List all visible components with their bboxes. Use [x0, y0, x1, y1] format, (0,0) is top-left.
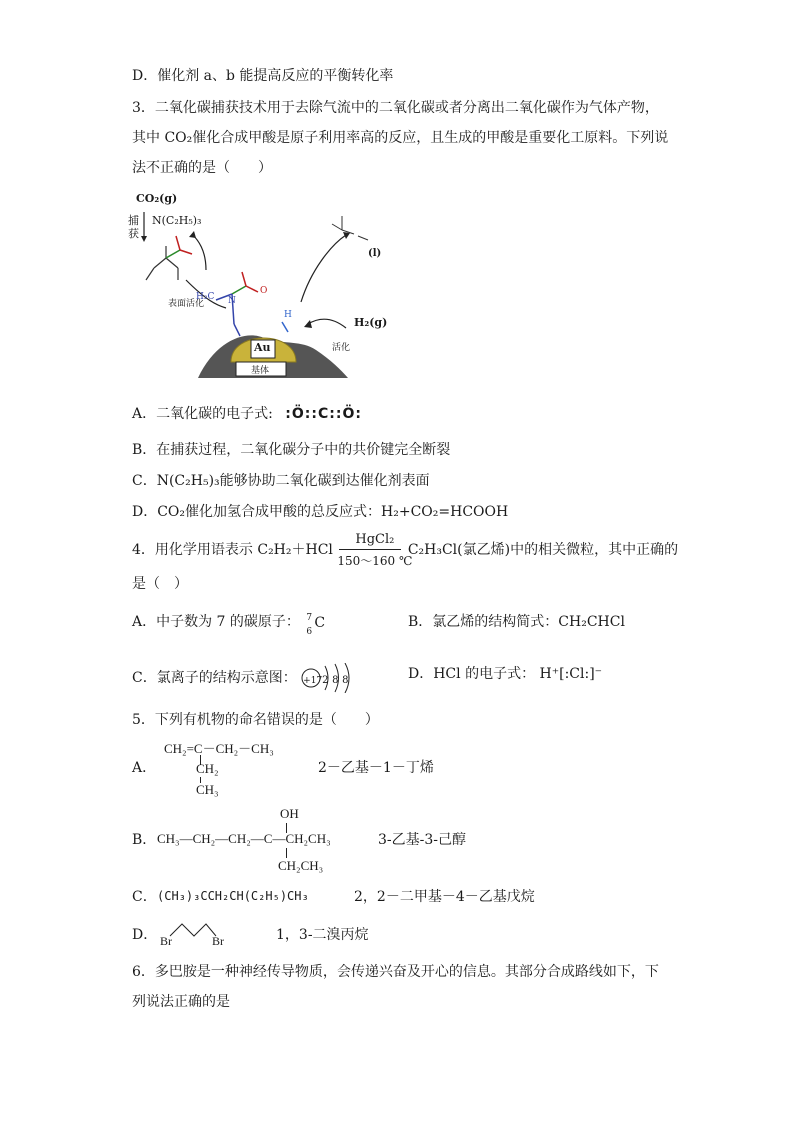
nuclide-symbol: [304, 612, 326, 637]
o-label: O: [260, 286, 268, 296]
c-o-bond: [176, 236, 180, 250]
c-o-bond: [242, 272, 246, 286]
linker-bond: [234, 324, 240, 336]
q4-stem-suffix: C₂H₃Cl(氯乙烯)中的相关微粒，其中正确的: [407, 542, 679, 558]
q6-stem-line2: 列说法正确的是: [132, 994, 230, 1010]
q3-option-b: B．在捕获过程，二氧化碳分子中的共价键完全断裂: [132, 442, 451, 458]
q5-b-name: 3-乙基-3-己醇: [378, 832, 467, 848]
q5-b-top: OH: [280, 806, 299, 821]
q5-d-br1: Br: [160, 934, 172, 948]
liquid-label: (l): [368, 248, 382, 259]
q5-d-name: 1，3-二溴丙烷: [276, 927, 369, 943]
q5-c-name: 2，2－二甲基－4－乙基戊烷: [354, 889, 535, 905]
amine-label: N(C₂H₅)₃: [152, 214, 202, 227]
activation-label: 活化: [332, 343, 351, 353]
nucleus-charge: +17: [303, 676, 323, 686]
q5-b-main: CH₃—CH₂—CH₂—C—CH₂CH₃: [157, 831, 331, 846]
q3-option-a-label: A．二氧化碳的电子式:: [132, 406, 273, 422]
q4-option-d: [408, 664, 602, 684]
h2c-label: H₂C: [196, 292, 215, 302]
capture-arrow-head: [141, 236, 147, 242]
nuclide-mass-number: 7: [306, 613, 313, 623]
q5-stem: 5．下列有机物的命名错误的是（ ）: [132, 712, 379, 728]
q3-option-a: [132, 404, 362, 424]
h2-activation-arrow-head: [304, 320, 312, 328]
capture-label: 捕获: [128, 214, 139, 240]
n-c-bond: [166, 250, 180, 258]
q6-stem-line1: 6．多巴胺是一种神经传导物质，会传递兴奋及开心的信息。其部分合成路线如下，下: [132, 964, 659, 980]
substrate-label: 基体: [251, 366, 270, 376]
q4-stem-line1: [132, 532, 679, 568]
q4-stem-line2: 是（ ）: [132, 576, 188, 592]
au-label: Au: [254, 341, 271, 354]
product-arrow: [301, 235, 346, 302]
q5-a-row2: CH₂: [196, 761, 219, 776]
return-arrow-head: [189, 231, 196, 238]
q4-option-a: [132, 612, 326, 637]
reaction-condition: 150～160 ℃: [337, 554, 413, 568]
q4-option-d-label: D．HCl 的电子式：: [408, 666, 536, 682]
catalysis-diagram: [128, 190, 388, 380]
h-label: H: [284, 310, 292, 320]
co2-electron-formula: :Ö::C::Ö:: [285, 406, 362, 422]
shell-electrons-3: 8: [342, 675, 349, 686]
reaction-arrow-group: [337, 532, 413, 568]
q5-b-bond-bottom: [286, 848, 287, 858]
q4-option-b: B．氯乙烯的结构简式：CH₂CHCl: [408, 614, 625, 630]
c-o-bond: [180, 250, 192, 254]
shell-electrons-2: 8: [332, 675, 339, 686]
n-c-bond: [232, 286, 246, 294]
q5-c-label: C．: [132, 889, 157, 905]
h2-label: H₂(g): [354, 316, 388, 329]
reaction-catalyst: HgCl₂: [355, 532, 395, 547]
q3-option-d: D．CO₂催化加氢合成甲酸的总反应式：H₂+CO₂=HCOOH: [132, 504, 509, 520]
q4-option-a-label: A．中子数为 7 的碳原子：: [132, 614, 300, 630]
q5-b-label: B．: [132, 832, 157, 848]
amine-bond: [166, 258, 178, 268]
q2-option-d: D．催化剂 a、b 能提高反应的平衡转化率: [132, 68, 394, 84]
product-arrow-head: [343, 232, 350, 239]
n-label: N: [228, 296, 236, 306]
chloride-ion-diagram: [301, 663, 361, 693]
shell-electrons-1: 2: [322, 675, 329, 686]
q5-c-formula: (CH₃)₃CCH₂CH(C₂H₅)CH₃: [157, 889, 309, 903]
q4-stem-prefix: 4．用化学用语表示 C₂H₂＋HCl: [132, 542, 333, 558]
q3-stem-line3: 法不正确的是（ ）: [132, 160, 272, 176]
q5-d-br2: Br: [212, 934, 224, 948]
q5-b-bottom: CH₂CH₃: [278, 858, 324, 873]
hcooh-bond: [332, 224, 342, 230]
q5-a-row3: CH₃: [196, 782, 219, 797]
q4-option-c-label: C．氯离子的结构示意图：: [132, 670, 297, 686]
q5-a-label: A．: [132, 760, 157, 776]
q5-d-label: D．: [132, 927, 158, 943]
co2-label: CO₂(g): [136, 192, 178, 205]
q3-stem-line1: 3．二氧化碳捕获技术用于去除气流中的二氧化碳或者分离出二氧化碳作为气体产物，: [132, 100, 659, 116]
q3-option-c: C．N(C₂H₅)₃能够协助二氧化碳到达催化剂表面: [132, 473, 430, 489]
hcl-electron-formula: H⁺[:Cl:]⁻: [539, 666, 603, 682]
nuclide-element: C: [314, 615, 326, 631]
h-bond: [282, 322, 288, 332]
h2-activation-arrow: [308, 319, 346, 328]
amine-bond: [154, 258, 166, 268]
hcooh-bond: [358, 236, 368, 240]
q5-a-row1: CH₂=C－CH₂－CH₃: [164, 741, 274, 756]
c-o-bond: [246, 286, 258, 292]
q5-a-name: 2－乙基－1－丁烯: [318, 760, 434, 776]
q4-option-c: [132, 663, 361, 693]
reaction-arrow: [339, 549, 401, 550]
skeleton-bonds: [170, 924, 216, 936]
surface-activation-label: 表面活化: [168, 299, 205, 309]
q3-stem-line2: 其中 CO₂催化合成甲酸是原子利用率高的反应，且生成的甲酸是重要化工原料。下列说: [132, 130, 669, 146]
nuclide-atomic-number: 6: [306, 627, 313, 637]
amine-bond: [146, 268, 154, 280]
return-arrow: [192, 234, 206, 270]
